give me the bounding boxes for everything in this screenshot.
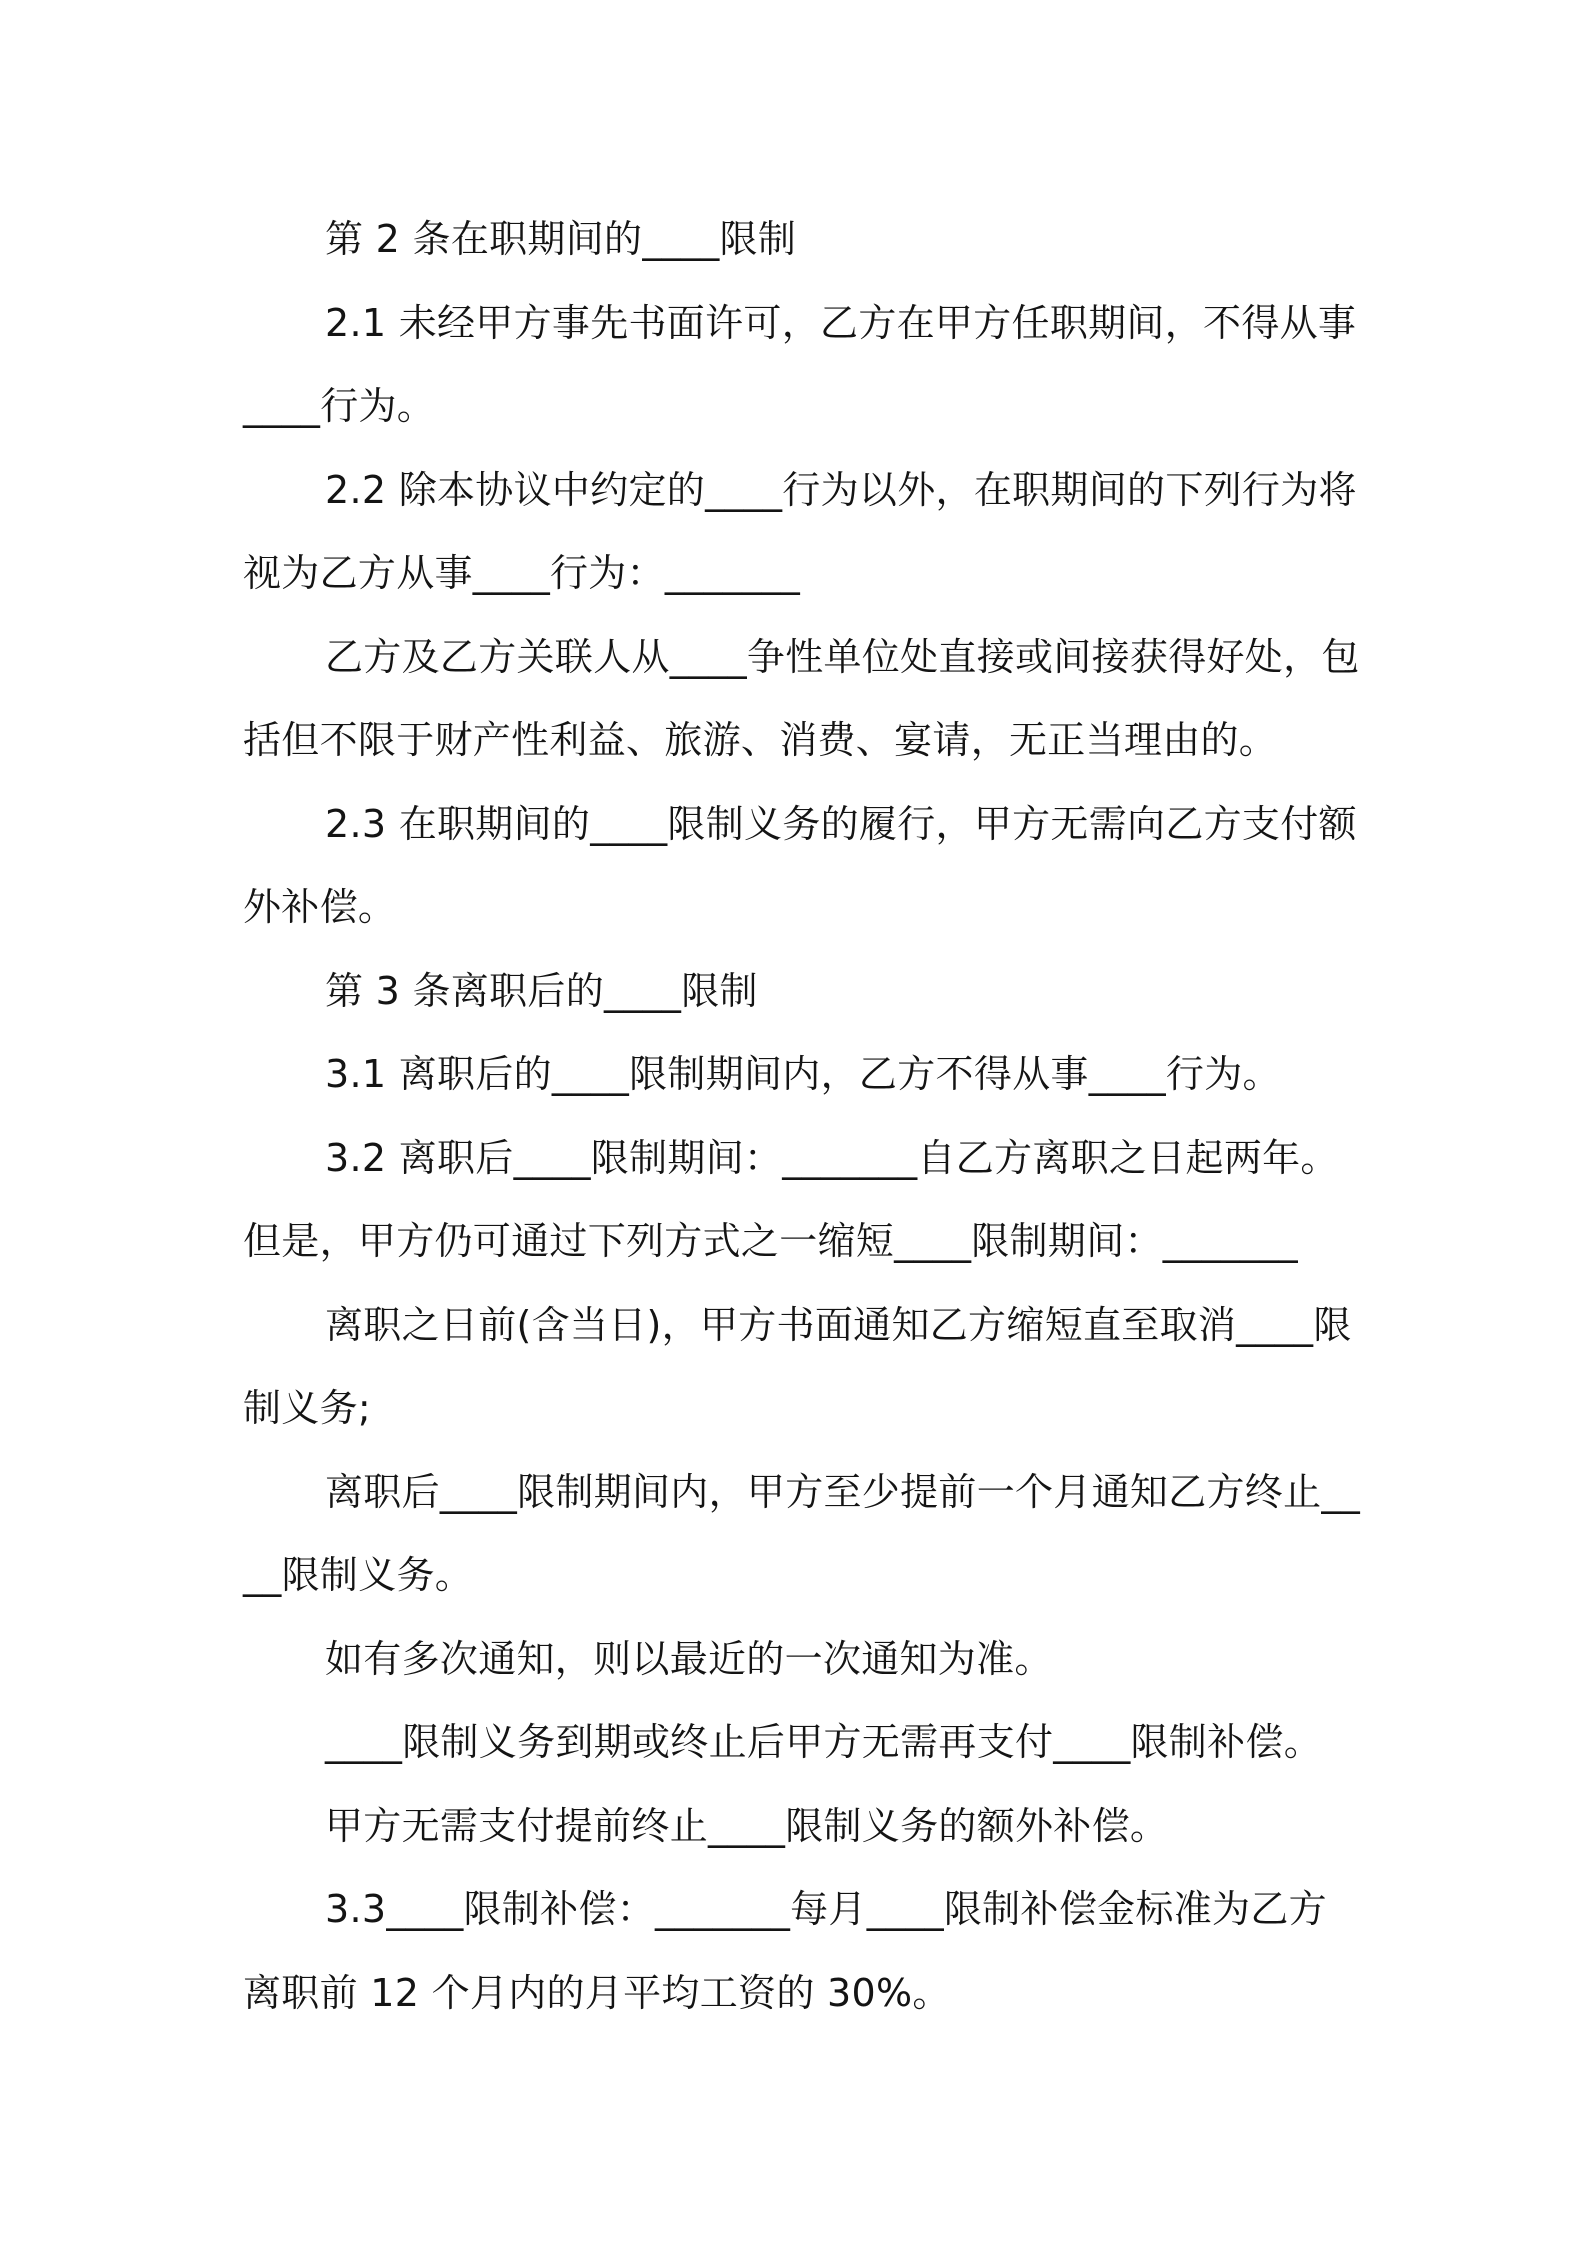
clause-3-2: 3.2 离职后____限制期间：_______自乙方离职之日起两年。但是，甲方仍可通过下列方式之一缩短____限制期间：_______ (243, 1135, 1339, 1263)
article-2-heading: 第 2 条在职期间的____限制 (325, 217, 797, 261)
clause-2-3: 2.3 在职期间的____限制义务的履行，甲方无需向乙方支付额外补偿。 (243, 801, 1357, 929)
clause-2-1: 2.1 未经甲方事先书面许可，乙方在甲方任职期间，不得从事____行为。 (243, 300, 1357, 428)
clause-3-3: 3.3____限制补偿：_______每月____限制补偿金标准为乙方离职前 12 个月内的月平均工资的 30%。 (243, 1887, 1327, 2015)
clause-3-2-c: 如有多次通知，则以最近的一次通知为准。 (325, 1636, 1053, 1681)
article-3-heading: 第 3 条离职后的____限制 (325, 968, 758, 1013)
clause-3-1: 3.1 离职后的____限制期间内，乙方不得从事____行为。 (325, 1052, 1281, 1096)
clause-2-2: 2.2 除本协议中约定的____行为以外，在职期间的下列行为将视为乙方从事____行为：_______ (243, 467, 1357, 595)
clause-2-2-item: 乙方及乙方关联人从____争性单位处直接或间接获得好处，包括但不限于财产性利益、旅游、消费、宴请，无正当理由的。 (243, 634, 1360, 762)
clause-3-2-a: 离职之日前(含当日)，甲方书面通知乙方缩短直至取消____限制义务; (243, 1302, 1352, 1430)
clause-3-2-d: ____限制义务到期或终止后甲方无需再支付____限制补偿。 (325, 1720, 1323, 1764)
document-body (243, 198, 1363, 2035)
clause-3-2-b: 离职后____限制期间内，甲方至少提前一个月通知乙方终止____限制义务。 (243, 1469, 1361, 1597)
clause-3-2-e: 甲方无需支付提前终止____限制义务的额外补偿。 (325, 1803, 1169, 1848)
